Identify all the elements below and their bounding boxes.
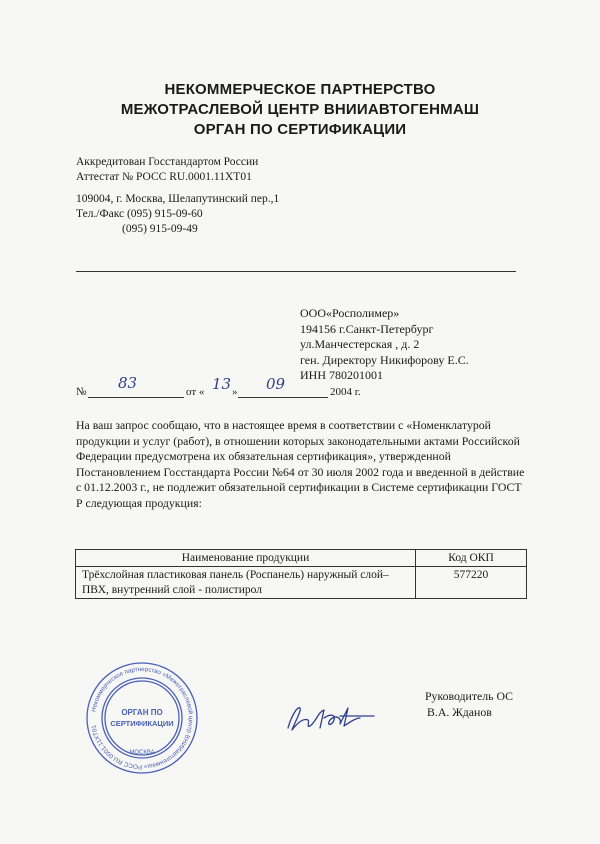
stamp-center-text-1: ОРГАН ПО (121, 708, 163, 717)
stamp-center-text-2: СЕРТИФИКАЦИИ (110, 719, 174, 728)
table-header-row (76, 550, 527, 567)
handwritten-number: 83 (118, 374, 138, 392)
products-table (75, 549, 527, 599)
column-header-product: Наименование продукции (76, 550, 416, 567)
signer-name: В.А. Жданов (427, 704, 492, 719)
product-name-cell: Трёхслойная пластиковая панель (Роcпанель) наружный слой– ПВХ, внутренний слой - полистирол (76, 567, 416, 599)
signer-title: Руководитель ОС (425, 689, 513, 703)
accreditation-line: Аккредитован Госстандартом России (76, 156, 259, 168)
table-row (76, 567, 527, 599)
signer-block (425, 689, 513, 720)
recipient-person: ген. Директору Никифорову Е.С. (300, 352, 469, 367)
org-name-line-1: НЕКОММЕРЧЕСКОЕ ПАРТНЕРСТВО (164, 81, 436, 98)
recipient-city: 194156 г.Санкт-Петербург (300, 321, 434, 336)
org-name-line-3: ОРГАН ПО СЕРТИФИКАЦИИ (193, 121, 407, 138)
month-underline (238, 397, 328, 398)
street-address: 109004, г. Москва, Шелапутинский пер.,1 (76, 193, 280, 205)
letterhead (0, 80, 600, 140)
certification-stamp (84, 660, 200, 776)
stamp-bottom-text: МОСКВА (129, 750, 155, 756)
from-label: от « (186, 386, 205, 398)
recipient-inn: ИНН 780201001 (300, 368, 383, 382)
number-underline (88, 397, 184, 398)
recipient-company: ООО«Роcполимер» (300, 306, 400, 320)
header-divider (76, 271, 516, 272)
stamp-ring-text: Некоммерческое партнерство «Межотраслевой центр ВНИИавтогенмаш» РОСС RU.0001.11ХТ01 (90, 665, 195, 771)
address-block (76, 192, 279, 237)
number-label: № (76, 386, 87, 398)
close-quote: » (232, 386, 238, 398)
okp-code-cell: 577220 (416, 567, 527, 599)
attestat-line: Аттестат № РОСС RU.0001.11ХТ01 (76, 171, 252, 183)
org-name-line-2: МЕЖОТРАСЛЕВОЙ ЦЕНТР ВНИИАВТОГЕНМАШ (120, 101, 480, 118)
handwritten-signature (280, 696, 380, 736)
phone-fax: Тел./Факс (095) 915-09-60 (76, 208, 203, 220)
recipient-street: ул.Манчестерская , д. 2 (300, 337, 420, 351)
recipient-block (300, 306, 469, 384)
handwritten-month: 09 (266, 375, 286, 393)
phone-secondary: (095) 915-09-49 (122, 223, 198, 235)
handwritten-day: 13 (212, 375, 232, 393)
accreditation-block (76, 155, 258, 185)
letter-body: На ваш запрос сообщаю, что в настоящее время в соответствии с «Номенклатурой продукции и услуг (работ), в отношении которых законодательными актами Российской Федерации предусмотрена их обязательная сертификация», утвержденной Постановлением Госстандарта России №64 от 30 июля 2002 года и введенной в действие с 01.12.2003 г., не подлежит обязательной сертификации в Системе сертификации ГОСТ Р следующая продукция: (76, 418, 525, 510)
year: 2004 г. (330, 386, 361, 398)
column-header-okp: Код ОКП (416, 550, 527, 567)
